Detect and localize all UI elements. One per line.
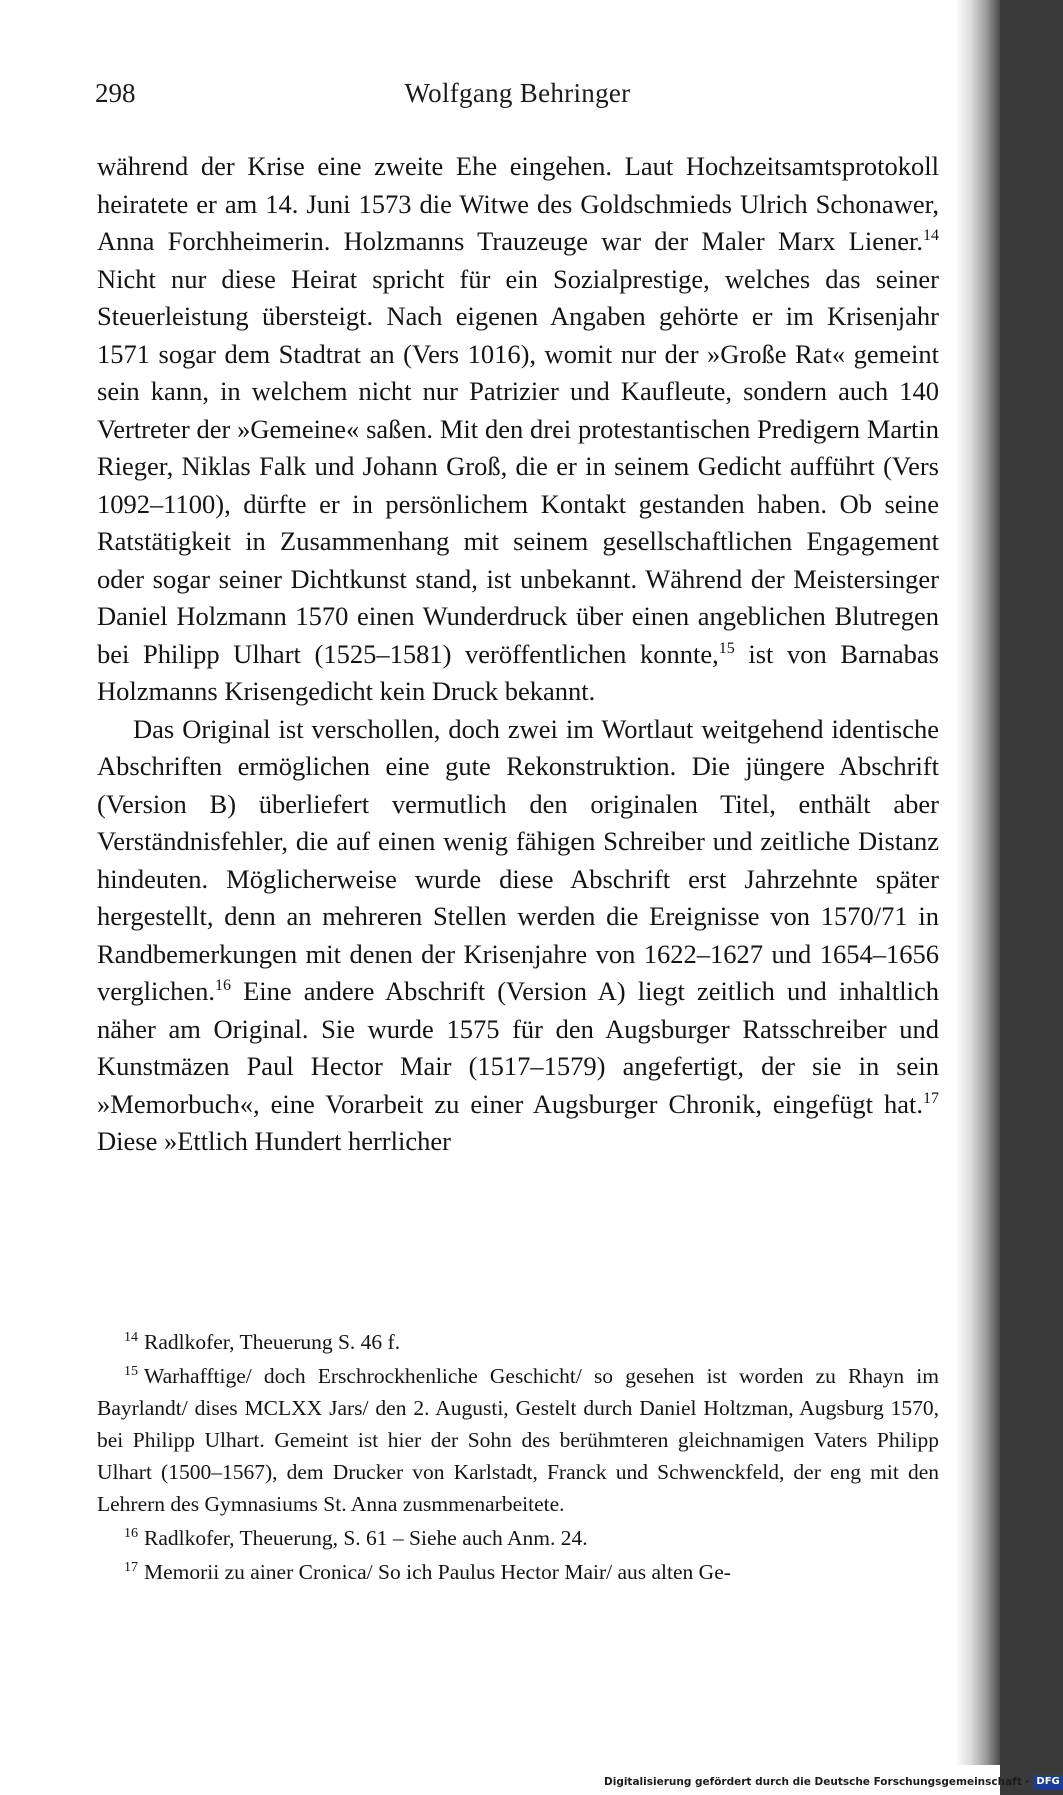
footnote-ref-17[interactable]: 17	[923, 1089, 939, 1107]
footnote-number: 16	[124, 1525, 138, 1541]
footnote-ref-14[interactable]: 14	[923, 227, 939, 245]
footnote-15	[97, 1360, 939, 1520]
body-text	[97, 148, 939, 1161]
footnote-text: Memorii zu ainer Cronica/ So ich Paulus Hector Mair/ aus alten Ge-	[144, 1560, 731, 1584]
footnote-ref-15[interactable]: 15	[718, 639, 735, 657]
footnotes	[97, 1326, 939, 1590]
running-head	[95, 70, 940, 114]
footnote-ref-16[interactable]: 16	[214, 977, 231, 995]
footnote-number: 14	[124, 1329, 138, 1345]
page-edge-shadow	[955, 0, 1000, 1765]
footnote-number: 15	[124, 1363, 138, 1379]
footnote-14	[97, 1326, 939, 1358]
footnote-text: Radlkofer, Theuerung, S. 61 – Siehe auch Anm. 24.	[144, 1526, 588, 1550]
paragraph-1-text-a: während der Krise eine zweite Ehe eingehen. Laut Hochzeitsamtsprotokoll heiratete er am 14. Juni 1573 die Witwe des Goldschmieds Ulrich Schonawer, Anna Forchheimerin. Holzmanns Trauzeuge war der Maler Marx Liener.	[97, 151, 939, 256]
paragraph-1	[97, 148, 939, 711]
footnote-16	[97, 1522, 939, 1554]
paragraph-2-text-b: Eine andere Abschrift (Version A) liegt zeitlich und inhaltlich näher am Original. Sie wurde 1575 für den Augsburger Ratsschreiber und Kunstmäzen Paul Hector Mair (1517–1579) angefertigt, der sie in sein »Memorbuch«, eine Vorarbeit zu einer Augsburger Chronik, eingefügt hat.	[97, 976, 939, 1119]
footnote-text: Warhafftige/ doch Erschrockhenliche Geschicht/ so gesehen ist worden zu Rhayn im Bayrlandt/ dises MCLXX Jars/ den 2. Augusti, Gestelt durch Daniel Holtzman, Augsburg 1570, bei Philipp Ulhart. Gemeint ist hier der Sohn des berühmteren gleichnamigen Vaters Philipp Ulhart (1500–1567), dem Drucker von Karlstadt, Franck und Schwenckfeld, der eng mit den Lehrern des Gymnasiums St. Anna zusmmenarbeitete.	[97, 1364, 939, 1516]
paragraph-2-text-c: Diese »Ettlich Hundert herrlicher	[97, 1126, 451, 1156]
digitization-credit	[604, 1775, 1060, 1791]
footnote-number: 17	[124, 1559, 138, 1575]
page-number: 298	[95, 78, 136, 108]
credit-text: Digitalisierung gefördert durch die Deutsche Forschungsgemeinschaft ·	[604, 1776, 1030, 1788]
paragraph-2-text-a: Das Original ist verschollen, doch zwei im Wortlaut weitgehend identische Abschriften ermöglichen eine gute Rekonstruktion. Die jüngere Abschrift (Version B) überliefert vermutlich den originalen Titel, enthält aber Verständnisfehler, die auf einen wenig fähigen Schreiber und zeitliche Distanz hindeuten. Möglicherweise wurde diese Abschrift erst Jahrzehnte später hergestellt, denn an mehreren Stellen werden die Ereignisse von 1570/71 in Randbemerkungen mit denen der Krisenjahre von 1622–1627 und 1654–1656 verglichen.	[97, 713, 939, 1006]
running-head-author: Wolfgang Behringer	[404, 78, 631, 108]
paragraph-1-text-c: ist von Barnabas Holzmanns Krisengedicht kein Druck bekannt.	[97, 638, 939, 706]
footnote-text: Radlkofer, Theuerung S. 46 f.	[144, 1330, 401, 1354]
footnote-17	[97, 1556, 939, 1588]
paragraph-2	[97, 711, 939, 1161]
paragraph-1-text-b: Nicht nur diese Heirat spricht für ein Sozialprestige, welches das seiner Steuerleistung übersteigt. Nach eigenen Angaben gehörte er im Krisenjahr 1571 sogar dem Stadtrat an (Vers 1016), womit nur der »Große Rat« gemeint sein kann, in welchem nicht nur Patrizier und Kaufleute, sondern auch 140 Vertreter der »Gemeine« saßen. Mit den drei protestantischen Predigern Martin Rieger, Niklas Falk und Johann Groß, die er in seinem Gedicht aufführt (Vers 1092–1100), dürfte er in persönlichem Kontakt gestanden haben. Ob seine Ratstätigkeit in Zusammenhang mit seinem gesellschaftlichen Engagement oder sogar seiner Dichtkunst stand, ist unbekannt. Während der Meistersinger Daniel Holzmann 1570 einen Wunderdruck über einen angeblichen Blutregen bei Philipp Ulhart (1525–1581) veröffentlichen konnte,	[97, 263, 939, 669]
dfg-logo-icon: DFG	[1033, 1775, 1062, 1789]
